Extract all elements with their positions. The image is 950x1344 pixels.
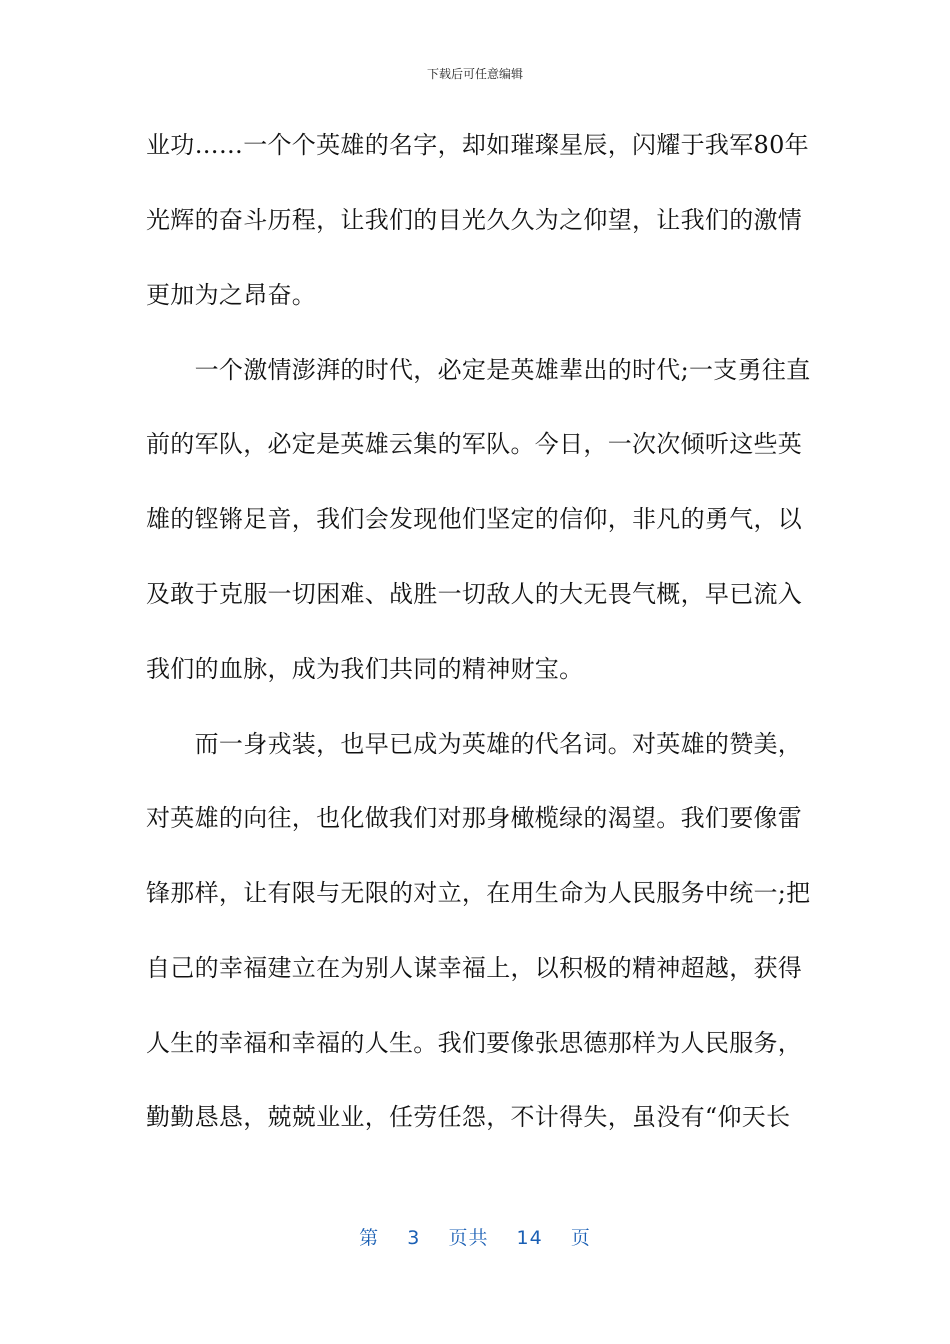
page-prefix: 第 (359, 1227, 380, 1249)
text-line: 光辉的奋斗历程，让我们的目光久久为之仰望，让我们的激情 (146, 206, 803, 234)
header-note: 下载后可任意编辑 (426, 67, 523, 81)
text-line: 人生的幸福和幸福的人生。我们要像张思德那样为人民服务， (146, 1029, 803, 1057)
text-line: 一个激情澎湃的时代，必定是英雄辈出的时代;一支勇往直 (146, 356, 811, 384)
page-middle: 页共 (448, 1227, 489, 1249)
text-line: 锋那样，让有限与无限的对立，在用生命为人民服务中统一;把 (146, 879, 811, 907)
text-line: 而一身戎装，也早已成为英雄的代名词。对英雄的赞美， (146, 730, 803, 758)
text-line: 及敢于克服一切困难、战胜一切敌人的大无畏气概，早已流入 (146, 580, 803, 608)
text-line: 前的军队，必定是英雄云集的军队。今日，一次次倾听这些英 (146, 430, 803, 458)
text-line: 雄的铿锵足音，我们会发现他们坚定的信仰，非凡的勇气，以 (146, 505, 803, 533)
text-line: 对英雄的向往，也化做我们对那身橄榄绿的渴望。我们要像雷 (146, 804, 803, 832)
text-line: 业功……一个个英雄的名字，却如璀璨星辰，闪耀于我军80年 (146, 131, 809, 159)
text-line: 自己的幸福建立在为别人谋幸福上，以积极的精神超越，获得 (146, 954, 803, 982)
total-pages: 14 (516, 1227, 543, 1249)
current-page: 3 (407, 1227, 421, 1249)
page-number (0, 1226, 950, 1250)
text-line: 更加为之昂奋。 (146, 281, 317, 309)
page-suffix: 页 (570, 1227, 591, 1249)
text-line: 勤勤恳恳，兢兢业业，任劳任怨，不计得失，虽没有“仰天长 (146, 1103, 791, 1131)
text-line: 我们的血脉，成为我们共同的精神财宝。 (146, 655, 584, 683)
